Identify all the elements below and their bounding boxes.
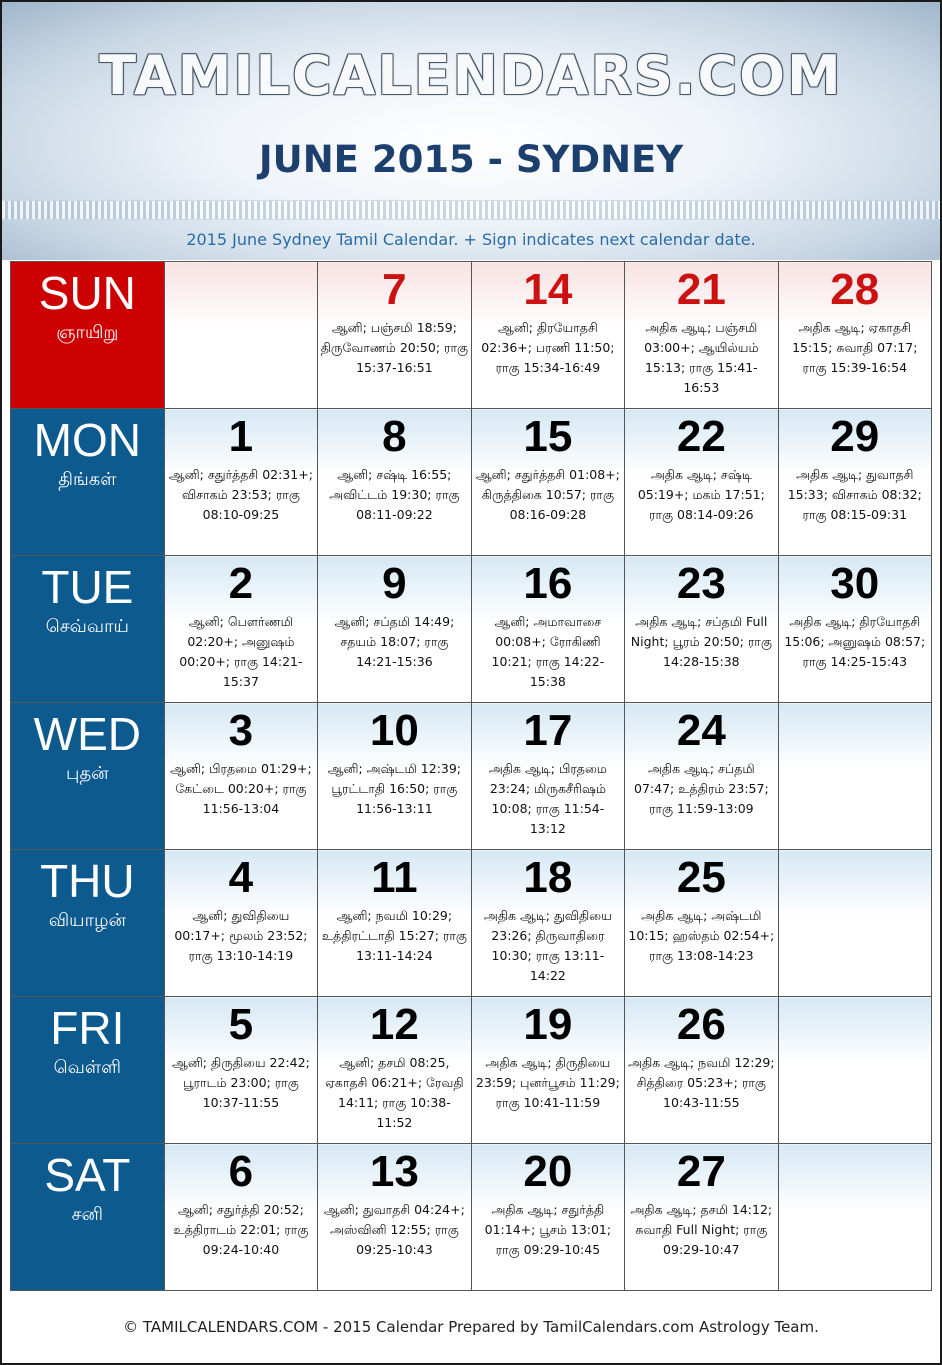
calendar-grid-body [11,262,932,1291]
panchang-details: அதிக ஆடி; தசமி 14:12; சுவாதி Full Night; ராகு 09:29-10:47 [630,1202,773,1257]
date-cell [778,409,931,556]
date-number: 14 [523,265,573,314]
date-cell [625,703,778,850]
date-number: 23 [676,559,726,608]
panchang-details: அதிக ஆடி; பஞ்சமி 03:00+; ஆயில்யம் 15:13; ராகு 15:41-16:53 [644,320,759,395]
date-cell [318,850,472,997]
panchang-details: அதிக ஆடி; துவிதியை 23:26; திருவாதிரை 10:30; ராகு 13:11-14:22 [483,908,612,983]
date-cell [318,556,472,703]
footer-credit: © TAMILCALENDARS.COM - 2015 Calendar Prepared by TamilCalendars.com Astrology Team. [123,1318,819,1336]
date-number: 16 [523,559,573,608]
panchang-details: அதிக ஆடி; திருதியை 23:59; புனர்பூசம் 11:29; ராகு 10:41-11:59 [475,1055,620,1110]
panchang-details: அதிக ஆடி; சஷ்டி 05:19+; மகம் 17:51; ராகு 08:14-09:26 [637,467,765,522]
empty-date-cell [778,997,931,1144]
panchang-details: ஆனி; பௌர்ணமி 02:20+; அனுஷம் 00:20+; ராகு 14:21-15:37 [179,614,303,689]
panchang-details: ஆனி; பஞ்சமி 18:59; திருவோணம் 20:50; ராகு 15:37-16:51 [320,320,469,375]
date-cell [164,409,317,556]
panchang-details: அதிக ஆடி; சப்தமி 07:47; உத்திரம் 23:57; ராகு 11:59-13:09 [634,761,769,816]
date-number: 24 [676,706,726,755]
date-cell [164,850,317,997]
date-number: 30 [830,559,880,608]
panchang-details: ஆனி; சதுர்த்தசி 02:31+; விசாகம் 23:53; ராகு 08:10-09:25 [168,467,313,522]
panchang-details: ஆனி; அஷ்டமி 12:39; பூரட்டாதி 16:50; ராகு 11:56-13:11 [327,761,462,816]
week-row-fri [11,997,932,1144]
panchang-details: அதிக ஆடி; திரயோதசி 15:06; அனுஷம் 08:57; ராகு 14:25-15:43 [784,614,926,669]
weekday-header-thu [11,850,165,997]
panchang-details: ஆனி; திருதியை 22:42; பூராடம் 23:00; ராகு 10:37-11:55 [172,1055,310,1110]
panchang-details: ஆனி; துவிதியை 00:17+; மூலம் 23:52; ராகு 13:10-14:19 [174,908,308,963]
date-cell [471,262,624,409]
panchang-details: அதிக ஆடி; நவமி 12:29; சித்திரை 05:23+; ராகு 10:43-11:55 [628,1055,775,1110]
date-number: 4 [228,853,254,902]
week-row-thu [11,850,932,997]
date-cell [471,1144,624,1291]
date-number: 18 [523,853,573,902]
date-number: 20 [523,1147,573,1196]
panchang-details: அதிக ஆடி; பிரதமை 23:24; மிருகசீரிஷம் 10:08; ராகு 11:54-13:12 [488,761,607,836]
date-number: 22 [676,412,726,461]
date-number: 11 [371,853,418,902]
date-number: 7 [382,265,407,314]
panchang-details: அதிக ஆடி; சப்தமி Full Night; பூரம் 20:50; ராகு 14:28-15:38 [630,614,772,669]
date-cell [625,997,778,1144]
panchang-details: அதிக ஆடி; சதுர்த்தி 01:14+; பூசம் 13:01; ராகு 09:29-10:45 [484,1202,612,1257]
date-number: 8 [382,412,407,461]
calendar-header [2,2,940,260]
date-cell [471,703,624,850]
date-number: 17 [523,706,573,755]
weekday-header-wed [11,703,165,850]
date-number: 2 [228,559,254,608]
date-number: 9 [382,559,407,608]
weekday-name-tamil: சனி [71,1204,104,1225]
date-cell [318,1144,472,1291]
date-cell [778,262,931,409]
date-number: 27 [676,1147,726,1196]
date-cell [625,1144,778,1291]
week-row-sun [11,262,932,409]
panchang-details: ஆனி; சதுர்த்தசி 01:08+; கிருத்திகை 10:57; ராகு 08:16-09:28 [475,467,620,522]
date-number: 26 [676,1000,726,1049]
date-cell [318,409,472,556]
weekday-header-tue [11,556,165,703]
empty-date-cell [778,703,931,850]
weekday-header-mon [11,409,165,556]
date-cell [625,556,778,703]
date-number: 29 [830,412,880,461]
panchang-details: ஆனி; சதுர்த்தி 20:52; உத்திராடம் 22:01; ராகு 09:24-10:40 [173,1202,309,1257]
weekday-name-english: FRI [50,1002,125,1054]
date-cell [164,703,317,850]
empty-date-cell [778,1144,931,1291]
date-number: 15 [523,412,573,461]
panchang-details: அதிக ஆடி; அஷ்டமி 10:15; ஹஸ்தம் 02:54+; ராகு 13:08-14:23 [628,908,775,963]
empty-date-cell [778,850,931,997]
weekday-name-tamil: ஞாயிறு [56,322,119,343]
date-cell [625,409,778,556]
date-cell [164,1144,317,1291]
calendar-grid [10,261,932,1291]
site-title: TAMILCALENDARS.COM [99,44,843,107]
weekday-name-tamil: வியாழன் [48,910,126,931]
date-number: 12 [369,1000,419,1049]
weekday-header-sun [11,262,165,409]
weekday-name-english: WED [33,708,141,760]
date-cell [471,997,624,1144]
date-number: 28 [830,265,880,314]
date-cell [318,262,472,409]
calendar-subtitle: 2015 June Sydney Tamil Calendar. + Sign indicates next calendar date. [186,230,756,249]
date-cell [471,409,624,556]
weekday-name-tamil: செவ்வாய் [45,616,129,637]
date-cell [164,556,317,703]
weekday-name-english: SUN [38,267,136,319]
decorative-border [2,200,940,220]
date-number: 19 [523,1000,573,1049]
date-cell [625,262,778,409]
date-cell [778,556,931,703]
date-number: 21 [676,265,726,314]
weekday-name-tamil: வெள்ளி [53,1057,122,1078]
panchang-details: ஆனி; துவாதசி 04:24+; அஸ்வினி 12:55; ராகு 09:25-10:43 [323,1202,465,1257]
date-number: 5 [228,1000,254,1049]
weekday-name-english: TUE [41,561,134,613]
weekday-name-tamil: திங்கள் [58,469,117,490]
date-cell [318,703,472,850]
weekday-name-english: SAT [44,1149,131,1201]
date-number: 3 [228,706,254,755]
panchang-details: ஆனி; திரயோதசி 02:36+; பரணி 11:50; ராகு 15:34-16:49 [481,320,615,375]
weekday-name-tamil: புதன் [66,763,109,784]
panchang-details: ஆனி; சப்தமி 14:49; சதயம் 18:07; ராகு 14:21-15:36 [334,614,455,669]
week-row-sat [11,1144,932,1291]
panchang-details: ஆனி; தசமி 08:25, ஏகாதசி 06:21+; ரேவதி 14:11; ராகு 10:38-11:52 [325,1055,464,1130]
date-number: 6 [228,1147,254,1196]
date-cell [164,997,317,1144]
date-cell [318,997,472,1144]
month-title: JUNE 2015 - SYDNEY [258,138,684,181]
date-number: 10 [369,706,419,755]
panchang-details: ஆனி; சஷ்டி 16:55; அவிட்டம் 19:30; ராகு 08:11-09:22 [329,467,460,522]
date-cell [471,850,624,997]
date-cell [471,556,624,703]
panchang-details: ஆனி; அமாவாசை 00:08+; ரோகிணி 10:21; ராகு 14:22-15:38 [491,614,605,689]
date-number: 13 [369,1147,419,1196]
week-row-wed [11,703,932,850]
panchang-details: ஆனி; பிரதமை 01:29+; கேட்டை 00:20+; ராகு 11:56-13:04 [170,761,312,816]
date-cell [625,850,778,997]
date-number: 25 [676,853,726,902]
weekday-name-english: MON [33,414,141,466]
weekday-name-english: THU [40,855,135,907]
empty-date-cell [164,262,317,409]
week-row-mon [11,409,932,556]
panchang-details: அதிக ஆடி; துவாதசி 15:33; விசாகம் 08:32; ராகு 08:15-09:31 [787,467,922,522]
panchang-details: ஆனி; நவமி 10:29; உத்திரட்டாதி 15:27; ராகு 13:11-14:24 [321,908,467,963]
weekday-header-sat [11,1144,165,1291]
date-number: 1 [228,412,254,461]
panchang-details: அதிக ஆடி; ஏகாதசி 15:15; சுவாதி 07:17; ராகு 15:39-16:54 [792,320,918,375]
week-row-tue [11,556,932,703]
weekday-header-fri [11,997,165,1144]
